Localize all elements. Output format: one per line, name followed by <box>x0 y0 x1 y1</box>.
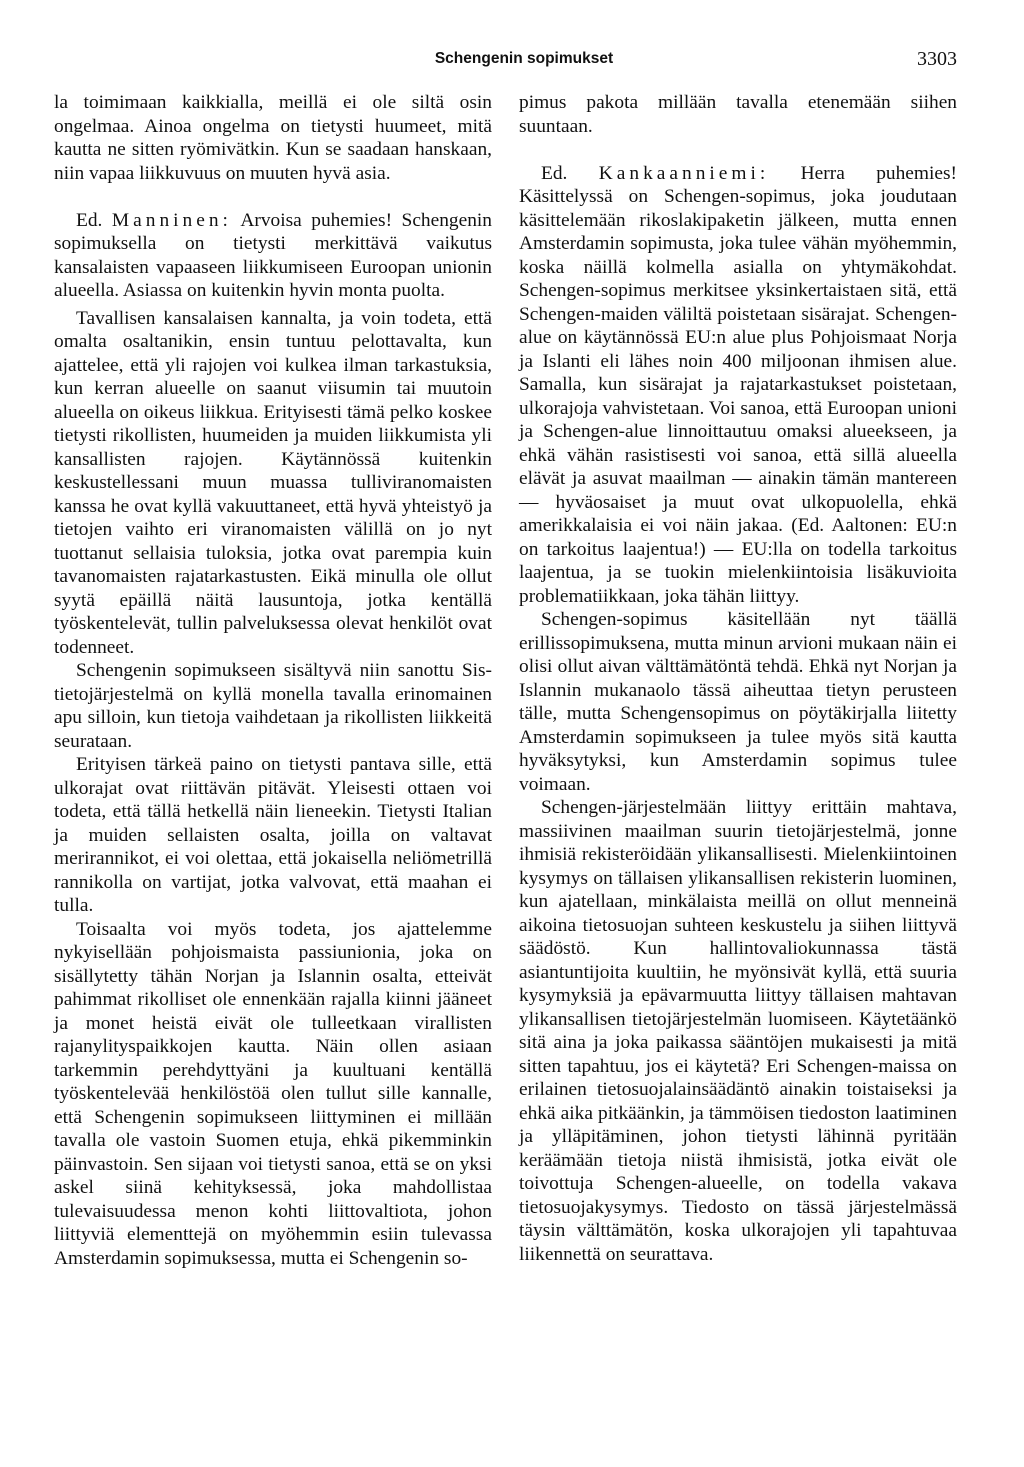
speech-paragraph <box>519 162 957 609</box>
page-number: 3303 <box>917 48 957 70</box>
speaker-name: Kankaanniemi: <box>598 162 770 184</box>
running-title: Schengenin sopimukset <box>434 50 614 67</box>
right-column <box>519 91 957 1266</box>
paragraph: Tavallisen kansalaisen kannalta, ja voin todeta, että omalta osaltanikin, ensin tuntuu pelottavalta, kun ajattelee, että yli rajojen voi kulkea ilman tarkastuksia, kun kerran alueelle on saanut viisumin tai muutoin alueella on oikeus liikkua. Erityisesti tämä pelko koskee tietysti rikollisten, huumeiden ja muiden liikkumista yli kansallisten rajojen. Käytännössä kuitenkin keskustellessani muun muassa tulliviranomaisten kanssa he ovat kyllä vakuuttaneet, että hyvä yhteistyö ja tietojen vaihto eri viranomaisten välillä on jo nyt tuottanut sellaisia tuloksia, jotka ovat parempia kuin tavanomaisten rajatarkastusten. Eikä minulla ole ollut syytä epäillä näitä lausuntoja, jotka kentällä työskentelevät, tullin palveluksessa olevat henkilöt ovat todenneet. <box>54 307 492 658</box>
speaker-name: Manninen: <box>111 209 232 231</box>
left-column <box>54 91 492 1270</box>
page-header <box>0 46 1024 76</box>
speech-prefix: Ed. <box>76 209 103 231</box>
paragraph: Schengen-sopimus käsitellään nyt täällä erillissopimuksena, mutta minun arvioni mukaan näin ei olisi ollut aivan välttämätöntä tehdä. Ehkä nyt Norjan ja Islannin mukanaolo tässä aiheuttaa tietyn perusteen tälle, mutta Schengensopimus on pöytäkirjalla liitetty Amsterdamin sopimukseen ja tulee myös sitä kautta hyväksytyksi, kun Amsterdamin sopimus tulee voimaan. <box>519 609 957 795</box>
speech-text: Arvoisa puhemies! Schengenin sopimuksella on tietysti merkittävä vaikutus kansalaisten vapaaseen liikkumiseen Euroopan unionin alueella. Asiassa on kuitenkin hyvin monta puolta. <box>54 209 492 301</box>
speech-paragraph <box>54 209 492 303</box>
speech-prefix: Ed. <box>541 162 568 184</box>
paragraph: Schengenin sopimukseen sisältyvä niin sanottu Sis-tietojärjestelmä on kyllä monella tavalla erinomainen apu silloin, kun tietoja vaihdetaan ja rikollisten liikkeitä seurataan. <box>54 660 492 752</box>
paragraph-continuation: pimus pakota millään tavalla etenemään siihen suuntaan. <box>519 92 957 137</box>
paragraph: Erityisen tärkeä paino on tietysti pantava sille, että ulkorajat ovat riittävän pitävät. Yleisesti ottaen voi todeta, että tällä hetkellä näin lieneekin. Tietysti Italian ja muiden sellaisten osalta, joilla on valtavat merirannikot, ei voi olettaa, että jokaisella neliömetrillä rannikolla on vartijat, jotka valvovat, että maahan ei tulla. <box>54 754 492 916</box>
paragraph: Toisaalta voi myös todeta, jos ajattelemme nykyisellään pohjoismaista passiunionia, joka on sisällytetty tähän Norjan ja Islannin osalta, etteivät pahimmat rikolliset ole ennenkään rajalla kiinni jääneet ja monet heistä eivät ole tulleetkaan virallisten rajanylityspaikkojen kautta. Näin ollen asiaan tarkemmin perehdyttyäni ja kuultuani kentällä työskentelevää henkilöstöä olen tullut sille kannalle, että Schengenin sopimukseen liittyminen ei millään tavalla ole vastoin Suomen etuja, ehkä pikemminkin päinvastoin. Sen sijaan voi tietysti sanoa, että se on yksi askel siinä kehityksessä, joka mahdollistaa tulevaisuudessa menon kohti liittovaltiota, johon liittyviä elementtejä on myöhemmin esiin tulevassa Amsterdamin sopimuksessa, mutta ei Schengenin so- <box>54 918 492 1269</box>
speech-text: Herra puhemies! Käsittelyssä on Schengen-sopimus, joka joudutaan käsittelemään rikoslakipaketin jälkeen, mutta ennen Amsterdamin sopimusta, joka tulee vähän myöhemmin, koska näillä kolmella asialla on yhtymäkohdat. Schengen-sopimus merkitsee yksinkertaistaen sitä, että Schengen-maiden väliltä poistetaan sisärajat. Schengen-alue on käytännössä EU:n alue plus Pohjoismaat Norja ja Islanti eli lähes noin 400 miljoonan ihmisen alue. Samalla, kun sisärajat ja rajatarkastukset poistetaan, ulkorajoja vahvistetaan. Voi sanoa, että Euroopan unioni ja Schengen-alue linnoittautuu omaksi alueekseen, ja ehkä vähän rasistisesti voi sanoa, että sillä alueella elävät ja asuvat maailman — ainakin tämän mantereen — hyväosaiset ja muut ovat ulkopuolella, ehkä amerikkalaisia ei voi näin jakaa. (Ed. Aaltonen: EU:n on tarkoitus laajentua!) — EU:lla on todella tarkoitus laajentua, ja se tuokin mielenkiintoisia lisäkuvioita problematiikkaan, joka tähän liittyy. <box>519 162 957 607</box>
paragraph: Schengen-järjestelmään liittyy erittäin mahtava, massiivinen maailman suurin tietojärjestelmä, jonne ihmisiä rekisteröidään ylikansallisesti. Mielenkiintoinen kysymys on tällaisen ylikansallisen rekisterin luominen, kun ajatellaan, minkälaista meillä on ollut menneinä aikoina tietosuojan suhteen keskustelu ja siihen liittyvä säädöstö. Kun hallintovaliokunnassa tästä asiantuntijoita kuultiin, he myönsivät kyllä, että suuria kysymyksiä ja epävarmuutta liittyy tällaisen mahtavan ylikansallisen tietojärjestelmän luomiseen. Käytetäänkö sitä aina ja joka paikassa sääntöjen mukaisesti ja mitä sitten tapahtuu, jos ei käytetä? Eri Schengen-maissa on erilainen tietosuojalainsäädäntö ainakin toistaiseksi ja ehkä aika pitkäänkin, ja tämmöisen tiedoston laatiminen ja ylläpitäminen, johon tietysti lähinnä pyritään keräämään tietoja niistä ihmisistä, jotka eivät ole toivottuja Schengen-alueelle, on todella vakava tietosuojakysymys. Tiedosto on tässä järjestelmässä täysin välttämätön, koska ulkorajojen yli tapahtuvaa liikennettä on seurattava. <box>519 797 957 1265</box>
paragraph-continuation: la toimimaan kaikkialla, meillä ei ole siltä osin ongelmaa. Ainoa ongelma on tietysti huumeet, mitä kautta ne sitten ryömivätkin. Kun se saadaan hanskaan, niin vapaa liikkuvuus on muuten hyvä asia. <box>54 92 492 184</box>
